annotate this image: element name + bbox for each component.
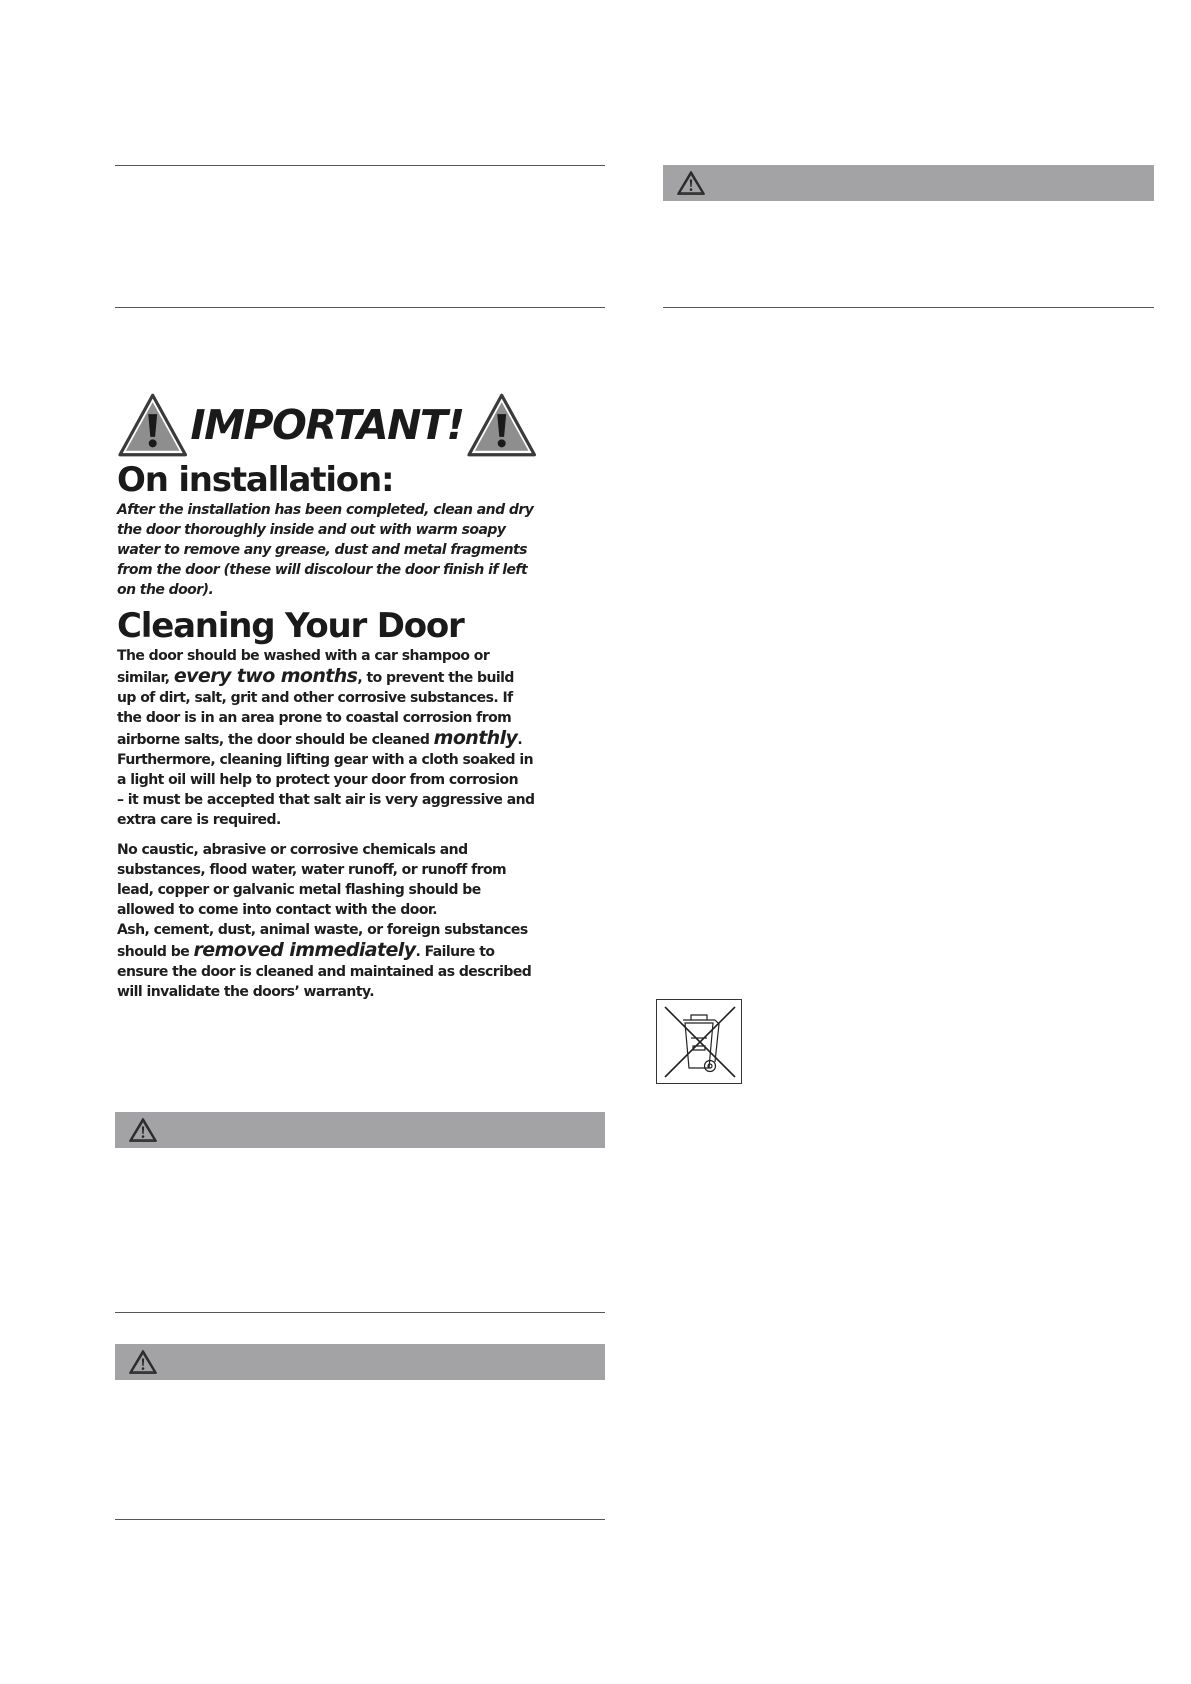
important-notice	[117, 392, 537, 1002]
text-span: airborne salts, the door should be cleaned	[117, 732, 430, 748]
warning-triangle-icon	[466, 392, 537, 458]
text-line: a light oil will help to protect your door from corrosion	[117, 772, 519, 788]
warning-triangle-icon	[128, 1117, 158, 1143]
text-line: – it must be accepted that salt air is very aggressive and	[117, 792, 535, 808]
warning-triangle-icon	[676, 170, 706, 196]
text-line: After the installation has been completed, clean and dry	[117, 502, 534, 518]
text-line: Furthermore, cleaning lifting gear with a cloth soaked in	[117, 752, 534, 768]
text-line: up of dirt, salt, grit and other corrosive substances. If	[117, 690, 513, 706]
text-span: . Failure to	[415, 944, 495, 960]
text-line: on the door).	[117, 582, 214, 598]
text-line: The door should be washed with a car shampoo or	[117, 648, 490, 664]
cleaning-heading: Cleaning Your Door	[117, 606, 464, 646]
text-span: .	[517, 732, 523, 748]
text-line: Ash, cement, dust, animal waste, or foreign substances	[117, 922, 528, 938]
text-line: the door is in an area prone to coastal corrosion from	[117, 710, 512, 726]
text-line: allowed to come into contact with the door.	[117, 902, 438, 918]
divider-rule	[115, 307, 605, 308]
divider-rule	[115, 1519, 605, 1520]
cleaning-paragraph-1	[117, 646, 537, 830]
text-line	[117, 666, 537, 688]
warning-bar	[663, 165, 1154, 201]
text-line	[117, 728, 537, 750]
emphasis-removed-immediately: removed immediately	[193, 939, 416, 961]
crossed-out-wheelie-bin-icon	[657, 1000, 741, 1083]
emphasis-monthly: monthly	[433, 727, 518, 749]
important-title: IMPORTANT!	[190, 401, 464, 449]
text-line	[117, 940, 537, 962]
divider-rule	[663, 307, 1154, 308]
warning-bar	[115, 1344, 605, 1380]
text-line: from the door (these will discolour the door finish if left	[117, 562, 528, 578]
divider-rule	[115, 1312, 605, 1313]
text-line: substances, flood water, water runoff, or runoff from	[117, 862, 507, 878]
cleaning-paragraph-2	[117, 840, 537, 1002]
installation-heading: On installation:	[117, 460, 394, 500]
weee-symbol	[656, 999, 742, 1084]
warning-bar	[115, 1112, 605, 1148]
warning-triangle-icon	[117, 392, 188, 458]
text-line: extra care is required.	[117, 812, 281, 828]
text-span: similar,	[117, 670, 170, 686]
text-line: No caustic, abrasive or corrosive chemicals and	[117, 842, 468, 858]
emphasis-every-two-months: every two months	[173, 665, 358, 687]
text-line: lead, copper or galvanic metal flashing should be	[117, 882, 481, 898]
text-line: will invalidate the doors’ warranty.	[117, 984, 375, 1000]
divider-rule	[115, 165, 605, 166]
text-span: should be	[117, 944, 190, 960]
text-line: the door thoroughly inside and out with warm soapy	[117, 522, 506, 538]
important-heading	[117, 392, 537, 458]
installation-text	[117, 500, 537, 600]
text-span: , to prevent the build	[357, 670, 514, 686]
warning-triangle-icon	[128, 1349, 158, 1375]
text-line: water to remove any grease, dust and metal fragments	[117, 542, 527, 558]
text-line: ensure the door is cleaned and maintained as described	[117, 964, 532, 980]
